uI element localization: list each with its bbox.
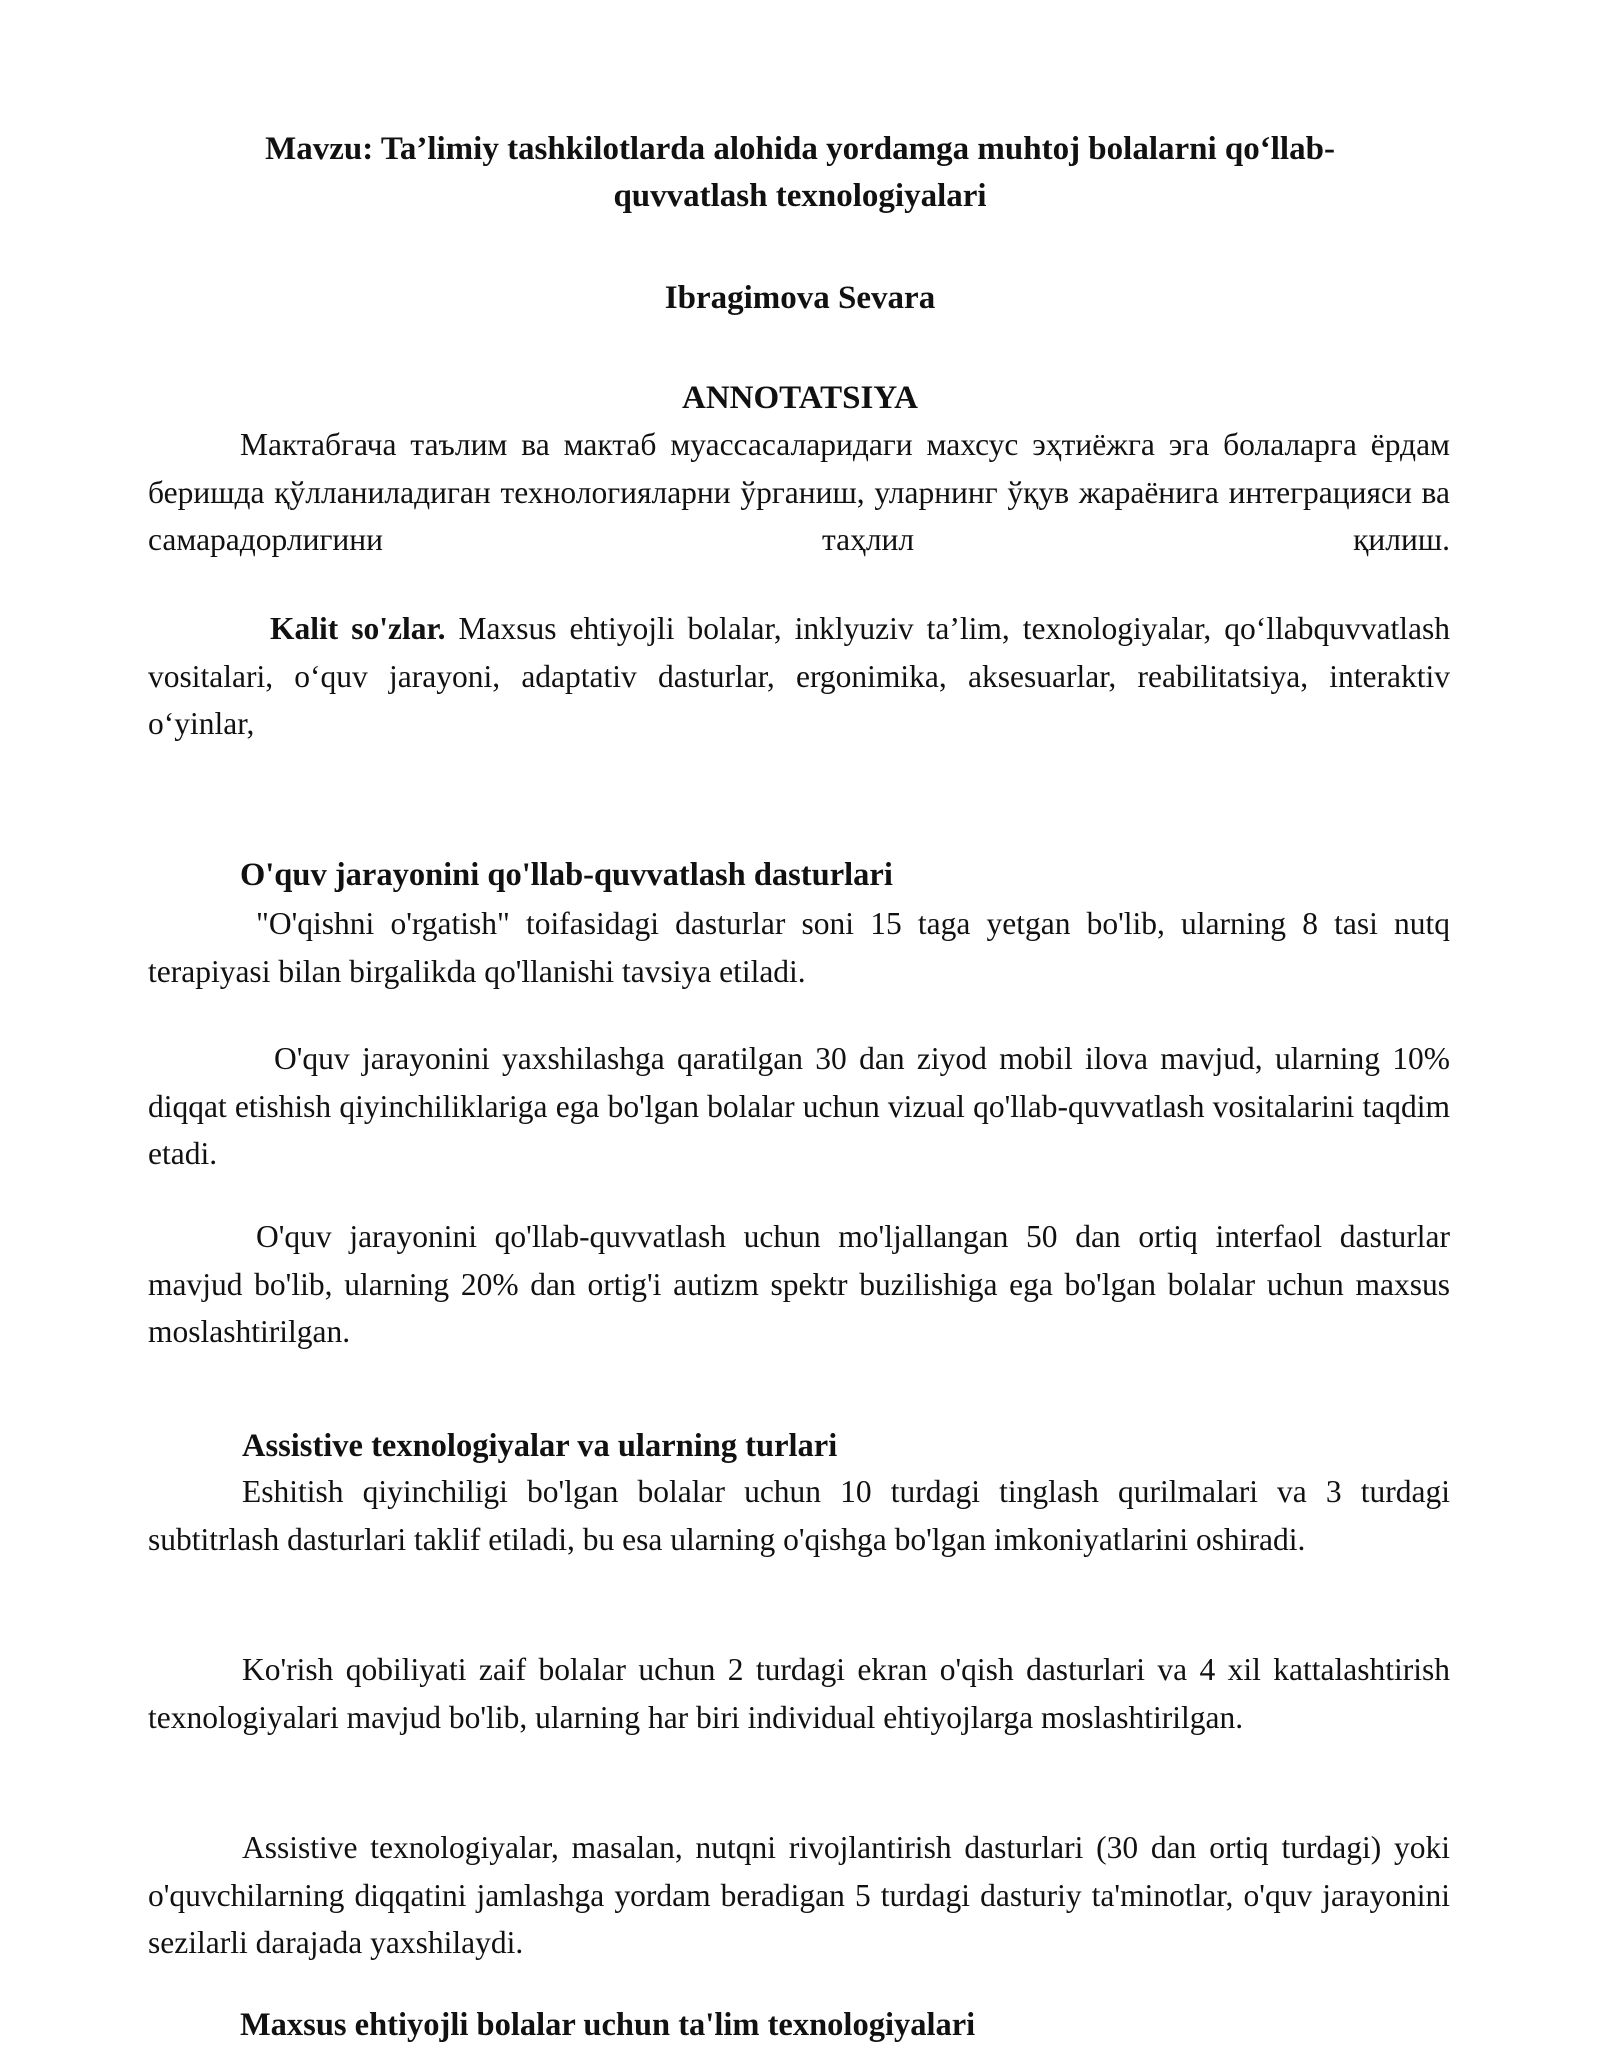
- section-heading: O'quv jarayonini qo'llab-quvvatlash dasturlari: [240, 857, 893, 893]
- section-heading: Maxsus ehtiyojli bolalar uchun ta'lim texnologiyalari: [240, 2007, 976, 2043]
- author-name: Ibragimova Sevara: [664, 280, 936, 316]
- annotation-text: Мактабгача таълим ва мактаб муассасаларидаги махсус эҳтиёжга эга болаларга ёрдам беришда қўлланиладиган технологияларни ўрганиш, уларнинг ўқув жараёнига интеграцияси ва самарадорлигини таҳлил қилиш.: [148, 427, 1450, 557]
- keywords-text: Maxsus ehtiyojli bolalar, inklyuziv ta’lim, texnologiyalar, qo‘llabquvvatlash vositalari, o‘quv jarayoni, adaptativ dasturlar, ergonimika, aksesuarlar, reabilitatsiya, interaktiv o‘yinlar,: [148, 611, 1450, 741]
- title-line-2: quvvatlash texnologiyalari: [613, 178, 987, 214]
- section-heading: Assistive texnologiyalar va ularning turlari: [242, 1428, 838, 1464]
- section-paragraph: O'quv jarayonini yaxshilashga qaratilgan 30 dan ziyod mobil ilova mavjud, ularning 10% diqqat etishish qiyinchiliklariga ega bo'lgan bolalar uchun vizual qo'llab-quvvatlash vositalarini taqdim etadi.: [148, 1041, 1450, 1171]
- section-paragraph: O'quv jarayonini qo'llab-quvvatlash uchun mo'ljallangan 50 dan ortiq interfaol dasturlar mavjud bo'lib, ularning 20% dan ortig'i autizm spektr buzilishiga ega bo'lgan bolalar uchun maxsus moslashtirilgan.: [148, 1219, 1450, 1349]
- keywords-paragraph: [148, 605, 1450, 748]
- section-paragraph: Eshitish qiyinchiligi bo'lgan bolalar uchun 10 turdagi tinglash qurilmalari va 3 turdagi subtitrlash dasturlari taklif etiladi, bu esa ularning o'qishga bo'lgan imkoniyatlarini oshiradi.: [148, 1474, 1450, 1557]
- document-title: [150, 126, 1450, 220]
- annotation-heading: ANNOTATSIYA: [682, 380, 918, 416]
- section-paragraph: Ko'rish qobiliyati zaif bolalar uchun 2 turdagi ekran o'qish dasturlari va 4 xil kattalashtirish texnologiyalari mavjud bo'lib, ularning har biri individual ehtiyojlarga moslashtirilgan.: [148, 1652, 1450, 1735]
- title-line-1: Mavzu: Ta’limiy tashkilotlarda alohida yordamga muhtoj bolalarni qo‘llab-: [265, 131, 1335, 167]
- section-paragraph: "O'qishni o'rgatish" toifasidagi dasturlar soni 15 taga yetgan bo'lib, ularning 8 tasi nutq terapiyasi bilan birgalikda qo'llanishi tavsiya etiladi.: [148, 906, 1450, 989]
- keywords-label: Kalit so'zlar.: [270, 611, 446, 646]
- section-paragraph: Assistive texnologiyalar, masalan, nutqni rivojlantirish dasturlari (30 dan ortiq turdagi) yoki o'quvchilarning diqqatini jamlashga yordam beradigan 5 turdagi dasturiy ta'minotlar, o'quv jarayonini sezilarli darajada yaxshilaydi.: [148, 1830, 1450, 1960]
